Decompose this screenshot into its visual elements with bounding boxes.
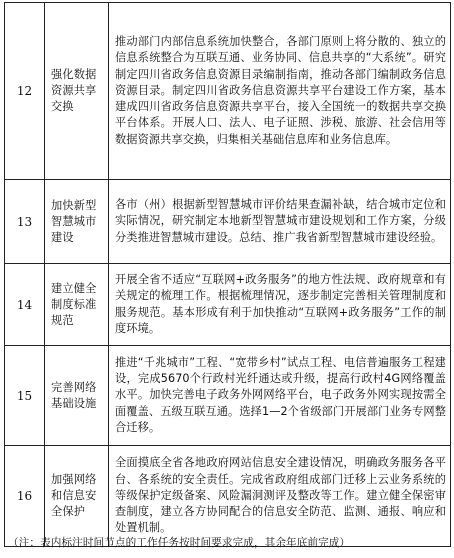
- table-row: [5, 446, 451, 547]
- row-number: 14: [5, 264, 45, 346]
- task-description: 推进“千兆城市”工程、“宽带乡村”试点工程、电信普遍服务工程建设，完成5670个行政村光纤通达或升级，提高行政村4G网络覆盖水平。加快完善电子政务外网网络平台，电子政务外网实现按需全面覆盖、五级互联互通。选择1—2个省级部门开展部门业务专网整合迁移。: [109, 346, 451, 446]
- table-row: [5, 180, 451, 264]
- task-description: 开展全省不适应“互联网+政务服务”的地方性法规、政府规章和有关规定的梳理工作。根据梳理情况，逐步制定完善相关管理制度和服务规范。基本形成有利于加快推动“互联网+政务服务”工作的制度环境。: [109, 264, 451, 346]
- table-row: [5, 264, 451, 346]
- table-row: [5, 346, 451, 446]
- task-name: 完善网络基础设施: [45, 346, 109, 446]
- table-footnote: （注：表内标注时间节点的工作任务按时间要求完成，其余年底前完成）: [8, 537, 351, 549]
- row-number: 12: [5, 3, 45, 180]
- task-name: 加强网络和信息安全保护: [45, 446, 109, 547]
- row-number: 16: [5, 446, 45, 547]
- task-name: 建立健全制度标准规范: [45, 264, 109, 346]
- task-description: 推动部门内部信息系统加快整合，各部门原则上将分散的、独立的信息系统整合为互联互通、业务协同、信息共享的“大系统”。研究制定四川省政务信息资源目录编制指南，推动各部门编制政务信息资源目录。制定四川省政务信息资源共享平台建设工作方案，基本建成四川省政务信息资源共享平台，接入全国统一的数据共享交换平台体系。开展人口、法人、电子证照、涉税、旅游、社会信用等数据资源共享交换，归集相关基础信息库和业务信息库。: [109, 3, 451, 180]
- task-description: 各市（州）根据新型智慧城市评价结果查漏补缺，结合城市定位和实际情况，研究制定本地新型智慧城市建设规划和工作方案，分级分类推进智慧城市建设。总结、推广我省新型智慧城市建设经验。: [109, 180, 451, 264]
- task-table: [4, 2, 451, 547]
- table-row: [5, 3, 451, 180]
- task-name: 加快新型智慧城市建设: [45, 180, 109, 264]
- row-number: 15: [5, 346, 45, 446]
- task-description: 全面摸底全省各地政府网站信息安全建设情况，明确政务服务各平台、各系统的安全责任。完成省政府组成部门迁移上云业务系统的等级保护定级备案、风险漏洞测评及整改等工作。建立健全保密审查制度，建立各方协同配合的信息安全防范、监测、通报、响应和处置机制。: [109, 446, 451, 547]
- task-name: 强化数据资源共享交换: [45, 3, 109, 180]
- row-number: 13: [5, 180, 45, 264]
